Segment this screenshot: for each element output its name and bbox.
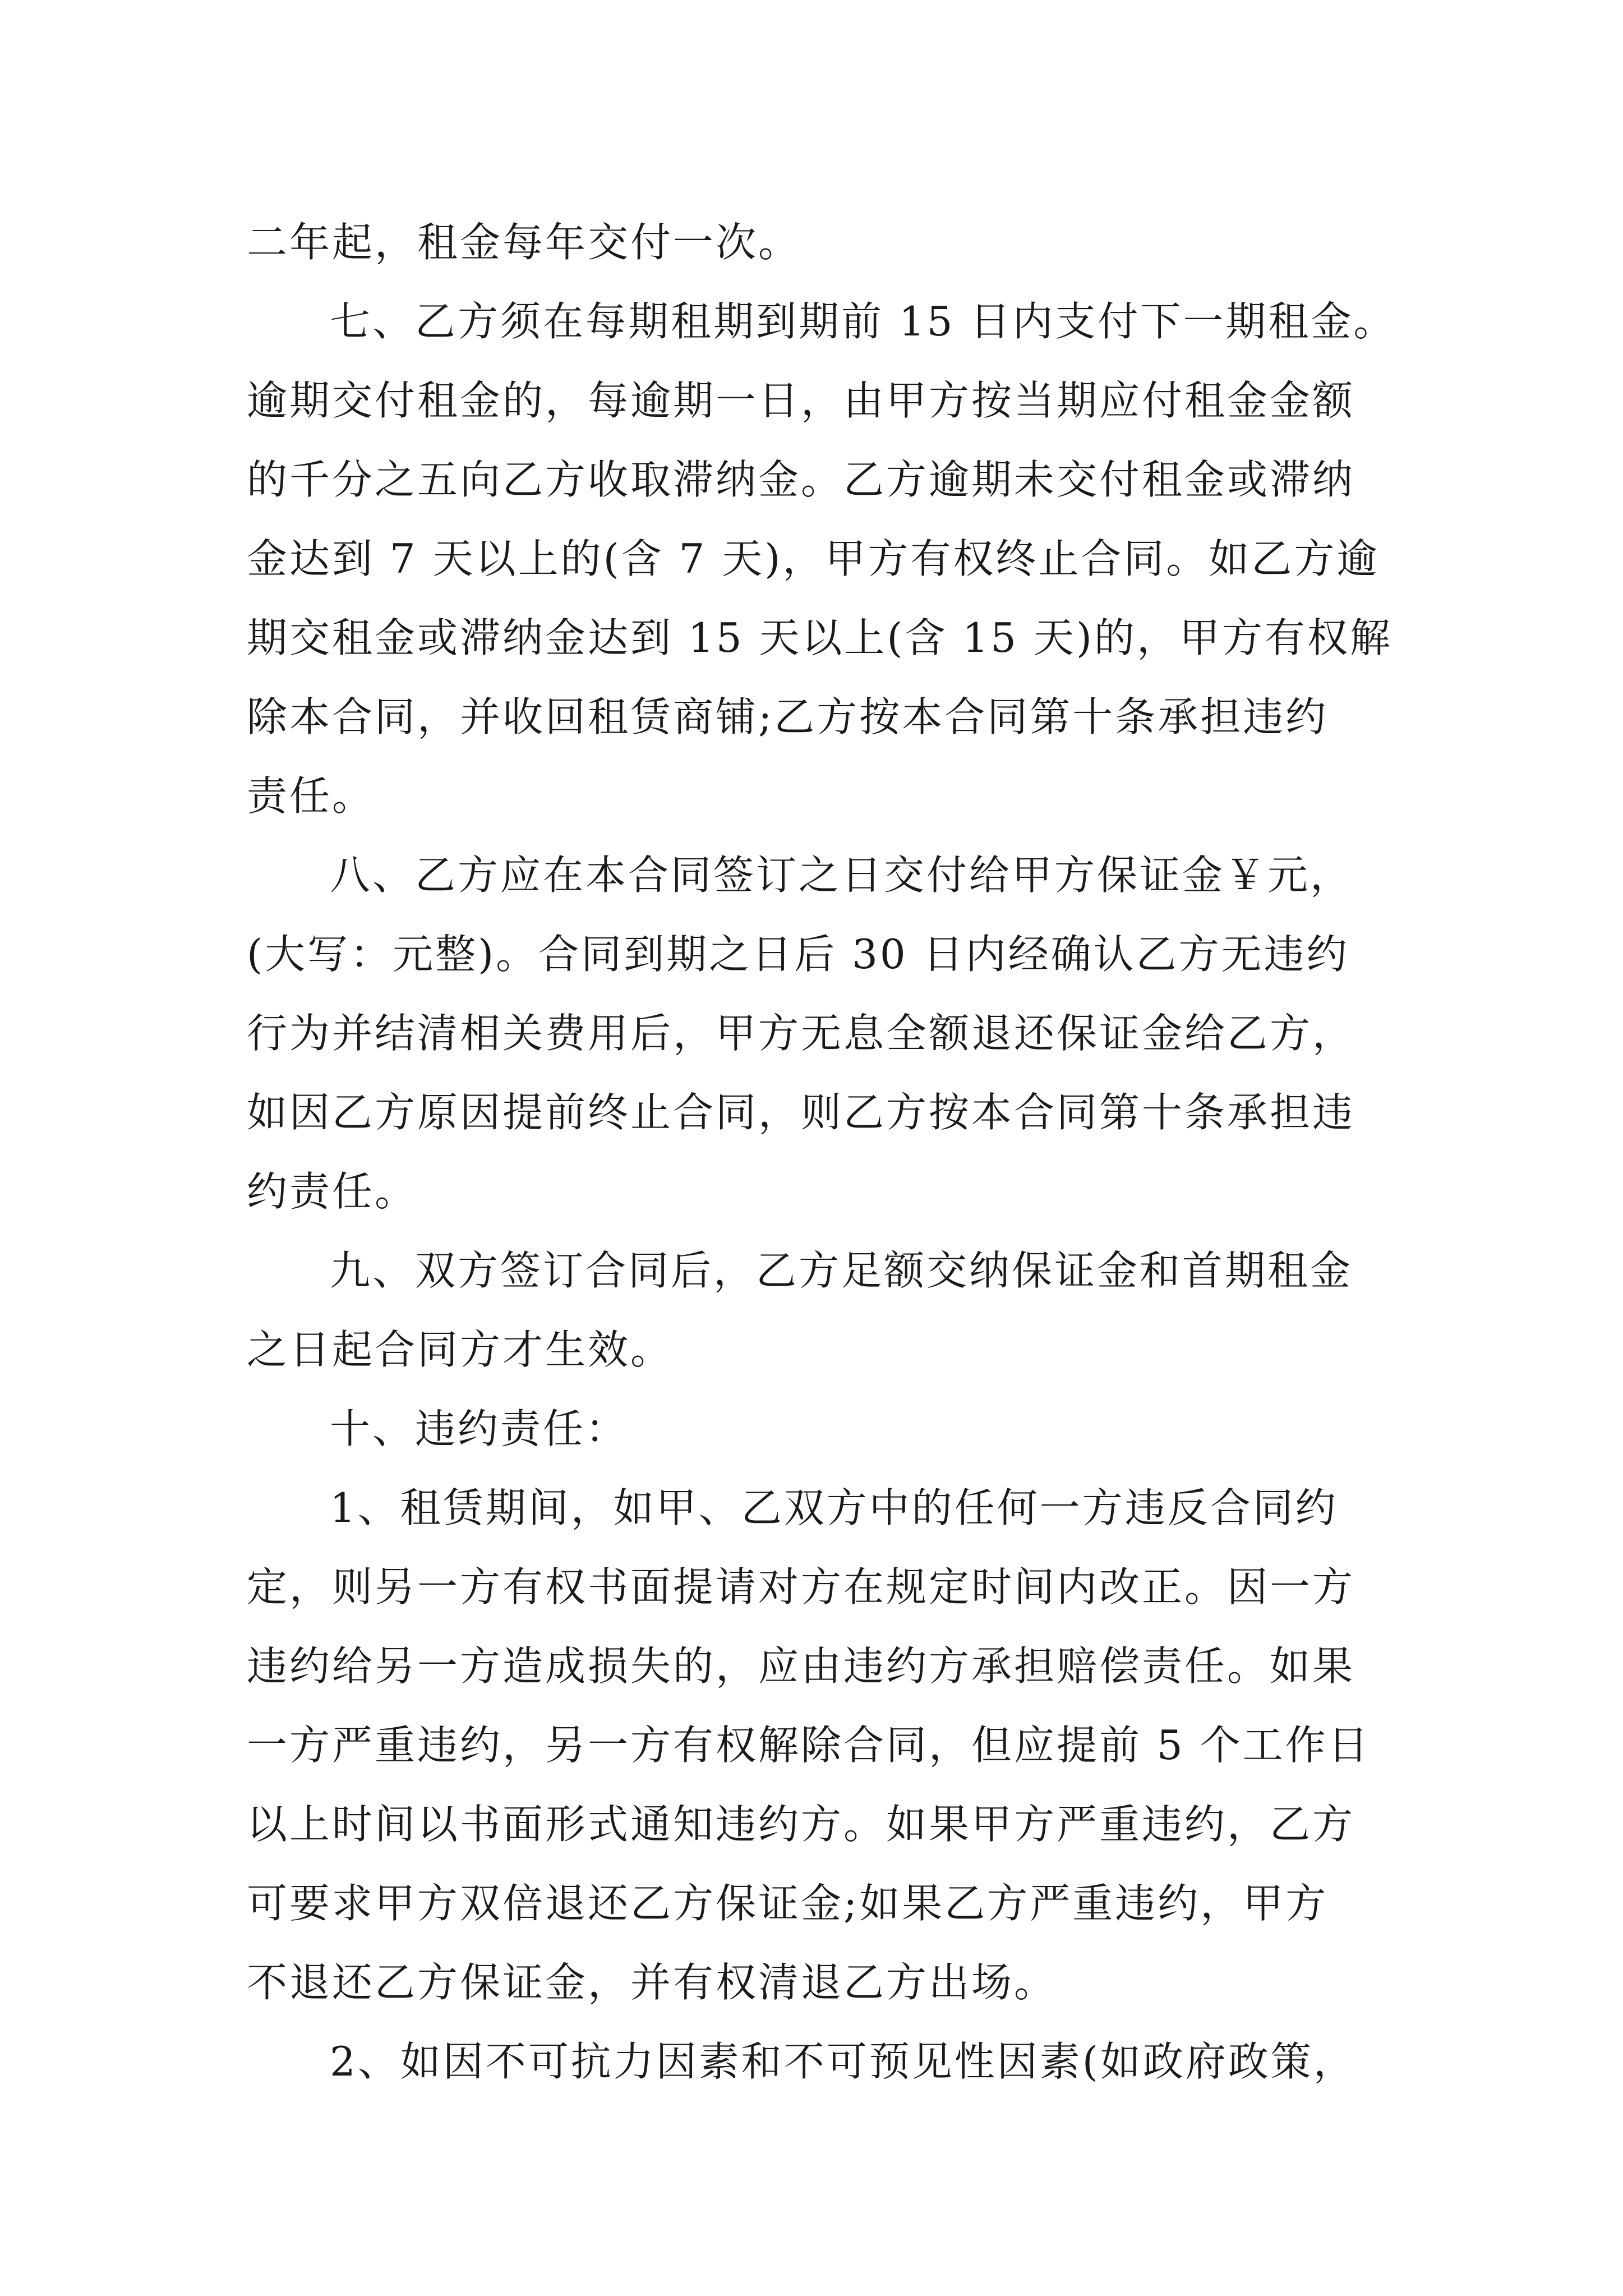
text-line: 逾期交付租金的，每逾期一日，由甲方按当期应付租金金额 <box>247 377 1355 424</box>
text-line: 一方严重违约，另一方有权解除合同，但应提前 5 个工作日 <box>247 1722 1371 1769</box>
text-line: 以上时间以书面形式通知违约方。如果甲方严重违约，乙方 <box>247 1801 1355 1848</box>
text-line: 之日起合同方才生效。 <box>247 1326 674 1373</box>
text-line: 1、租赁期间，如甲、乙双方中的任何一方违反合同约 <box>330 1484 1338 1531</box>
text-line: 不退还乙方保证金，并有权清退乙方出场。 <box>247 1959 1057 2006</box>
text-line: 九、双方签订合同后，乙方足额交纳保证金和首期租金 <box>330 1247 1353 1294</box>
text-line: 行为并结清相关费用后，甲方无息全额退还保证金给乙方， <box>247 1010 1355 1057</box>
text-line: 十、违约责任： <box>330 1405 629 1452</box>
text-line: (大写：元整)。合同到期之日后 30 日内经确认乙方无违约 <box>247 931 1349 978</box>
text-line: 期交租金或滞纳金达到 15 天以上(含 15 天)的，甲方有权解 <box>247 614 1393 661</box>
text-line: 七、乙方须在每期租期到期前 15 日内支付下一期租金。 <box>330 298 1396 345</box>
text-line: 二年起，租金每年交付一次。 <box>247 219 801 266</box>
text-line: 八、乙方应在本合同签订之日交付给甲方保证金￥元， <box>330 852 1353 899</box>
text-line: 约责任。 <box>247 1168 418 1215</box>
text-line: 的千分之五向乙方收取滞纳金。乙方逾期未交付租金或滞纳 <box>247 456 1355 503</box>
text-line: 除本合同，并收回租赁商铺;乙方按本合同第十条承担违约 <box>247 693 1329 740</box>
text-line: 金达到 7 天以上的(含 7 天)，甲方有权终止合同。如乙方逾 <box>247 535 1380 582</box>
text-line: 2、如因不可抗力因素和不可预见性因素(如政府政策， <box>330 2038 1356 2085</box>
text-line: 定，则另一方有权书面提请对方在规定时间内改正。因一方 <box>247 1563 1355 1611</box>
text-line: 责任。 <box>247 772 375 820</box>
text-line: 可要求甲方双倍退还乙方保证金;如果乙方严重违约，甲方 <box>247 1880 1329 1927</box>
text-line: 如因乙方原因提前终止合同，则乙方按本合同第十条承担违 <box>247 1089 1355 1136</box>
text-line: 违约给另一方造成损失的，应由违约方承担赔偿责任。如果 <box>247 1642 1355 1690</box>
